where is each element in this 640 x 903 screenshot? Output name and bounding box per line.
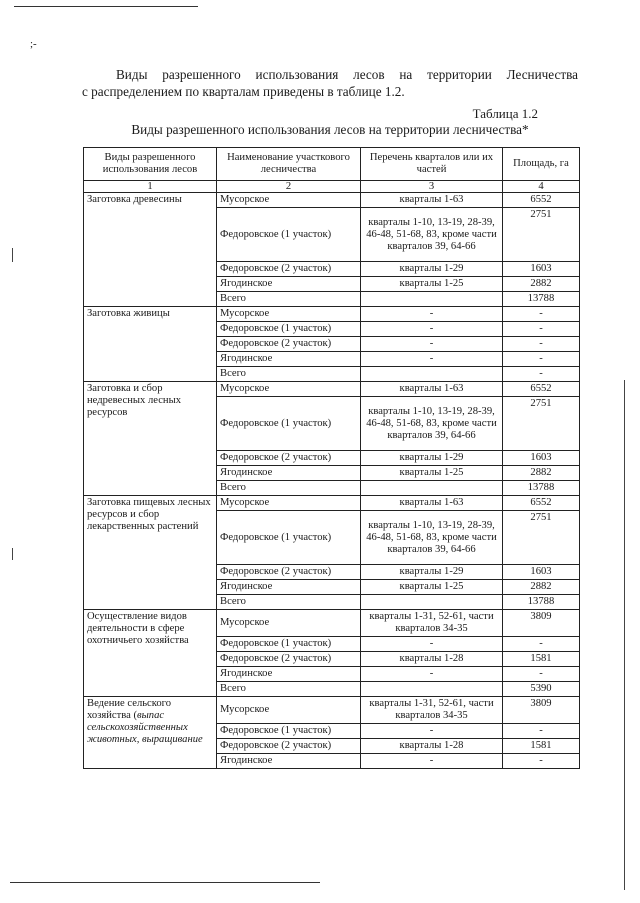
forestry-name-cell: Мусорское <box>217 496 361 511</box>
forestry-name-cell: Ягодинское <box>217 352 361 367</box>
area-cell: 1603 <box>503 565 580 580</box>
quarters-cell <box>361 595 503 610</box>
forestry-name-cell: Ягодинское <box>217 466 361 481</box>
area-cell: - <box>503 754 580 769</box>
header-index-2: 2 <box>217 181 361 193</box>
use-type-cell <box>84 382 217 496</box>
table-row <box>84 496 580 511</box>
area-cell: - <box>503 724 580 739</box>
area-cell: - <box>503 307 580 322</box>
forestry-name-cell: Мусорское <box>217 382 361 397</box>
use-type-cell <box>84 496 217 610</box>
quarters-cell: кварталы 1-28 <box>361 739 503 754</box>
area-cell: 2751 <box>503 397 580 451</box>
area-cell: 2882 <box>503 580 580 595</box>
top-scan-edge <box>14 6 198 7</box>
header-index-3: 3 <box>361 181 503 193</box>
quarters-cell: - <box>361 307 503 322</box>
quarters-cell <box>361 481 503 496</box>
forestry-name-cell: Федоровское (1 участок) <box>217 511 361 565</box>
quarters-cell: кварталы 1-25 <box>361 580 503 595</box>
quarters-cell: кварталы 1-10, 13-19, 28-39, 46-48, 51-68, 83, кроме части кварталов 39, 64-66 <box>361 511 503 565</box>
forestry-name-cell: Федоровское (2 участок) <box>217 565 361 580</box>
forestry-name-cell: Мусорское <box>217 193 361 208</box>
use-type-label: Заготовка пищевых лесных ресурсов и сбор лекарственных растений <box>87 497 211 532</box>
quarters-cell: кварталы 1-31, 52-61, части кварталов 34-35 <box>361 697 503 724</box>
intro-paragraph <box>82 66 578 100</box>
forestry-name-cell: Всего <box>217 292 361 307</box>
quarters-cell: - <box>361 352 503 367</box>
forestry-name-cell: Федоровское (2 участок) <box>217 262 361 277</box>
forestry-name-cell: Ягодинское <box>217 277 361 292</box>
header-quarters: Перечень кварталов или их частей <box>361 148 503 181</box>
table-row <box>84 193 580 208</box>
left-scan-mark-2 <box>12 548 13 560</box>
quarters-cell: кварталы 1-25 <box>361 466 503 481</box>
area-cell: 1603 <box>503 451 580 466</box>
quarters-cell: кварталы 1-29 <box>361 451 503 466</box>
quarters-cell: - <box>361 637 503 652</box>
forestry-name-cell: Федоровское (1 участок) <box>217 724 361 739</box>
forestry-name-cell: Мусорское <box>217 610 361 637</box>
quarters-cell: - <box>361 754 503 769</box>
quarters-cell: кварталы 1-10, 13-19, 28-39, 46-48, 51-68, 83, кроме части кварталов 39, 64-66 <box>361 397 503 451</box>
forestry-name-cell: Всего <box>217 595 361 610</box>
use-type-label: Ведение сельского хозяйства ( <box>87 698 172 721</box>
area-cell: 6552 <box>503 496 580 511</box>
forestry-name-cell: Федоровское (1 участок) <box>217 208 361 262</box>
forestry-name-cell: Федоровское (2 участок) <box>217 739 361 754</box>
area-cell: 2751 <box>503 208 580 262</box>
area-cell: 1603 <box>503 262 580 277</box>
forestry-name-cell: Мусорское <box>217 697 361 724</box>
quarters-cell: кварталы 1-63 <box>361 496 503 511</box>
quarters-cell: - <box>361 667 503 682</box>
area-cell: - <box>503 637 580 652</box>
use-type-cell <box>84 610 217 697</box>
table-title: Виды разрешенного использования лесов на территории лесничества* <box>131 122 529 137</box>
quarters-cell: кварталы 1-29 <box>361 565 503 580</box>
table-index-row <box>84 181 580 193</box>
table-number: Таблица 1.2 <box>472 106 538 121</box>
area-cell: - <box>503 322 580 337</box>
area-cell: 1581 <box>503 652 580 667</box>
right-scan-edge <box>624 380 625 890</box>
intro-line-1: Виды разрешенного использования лесов на территории Лесничества <box>116 67 578 82</box>
quarters-cell: кварталы 1-63 <box>361 382 503 397</box>
use-type-label: Заготовка живицы <box>87 308 170 319</box>
area-cell: 2882 <box>503 277 580 292</box>
table-row <box>84 307 580 322</box>
forestry-name-cell: Федоровское (1 участок) <box>217 397 361 451</box>
quarters-cell: - <box>361 337 503 352</box>
left-scan-mark-1 <box>12 248 13 262</box>
margin-mark: ;- <box>30 38 37 50</box>
quarters-cell <box>361 682 503 697</box>
forestry-name-cell: Мусорское <box>217 307 361 322</box>
forestry-name-cell: Федоровское (1 участок) <box>217 637 361 652</box>
forest-use-table <box>83 147 580 769</box>
use-type-cell <box>84 697 217 769</box>
forestry-name-cell: Ягодинское <box>217 754 361 769</box>
intro-line-2: с распределением по кварталам приведены в таблице 1.2. <box>82 84 405 99</box>
forestry-name-cell: Федоровское (2 участок) <box>217 652 361 667</box>
forestry-name-cell: Ягодинское <box>217 667 361 682</box>
forestry-name-cell: Всего <box>217 367 361 382</box>
forestry-name-cell: Федоровское (2 участок) <box>217 337 361 352</box>
area-cell: 3809 <box>503 697 580 724</box>
use-type-cell <box>84 307 217 382</box>
area-cell: - <box>503 337 580 352</box>
area-cell: 5390 <box>503 682 580 697</box>
area-cell: 2882 <box>503 466 580 481</box>
quarters-cell <box>361 367 503 382</box>
forestry-name-cell: Ягодинское <box>217 580 361 595</box>
forestry-name-cell: Федоровское (1 участок) <box>217 322 361 337</box>
area-cell: - <box>503 367 580 382</box>
use-type-label-italic: выпас сельскохозяйственных животных, выращивание <box>87 710 203 745</box>
quarters-cell: кварталы 1-31, 52-61, части кварталов 34-35 <box>361 610 503 637</box>
quarters-cell: кварталы 1-25 <box>361 277 503 292</box>
area-cell: 13788 <box>503 292 580 307</box>
area-cell: - <box>503 667 580 682</box>
header-use-type: Виды разрешенного использования лесов <box>84 148 217 181</box>
area-cell: 3809 <box>503 610 580 637</box>
table-row <box>84 697 580 724</box>
header-area: Площадь, га <box>503 148 580 181</box>
area-cell: 2751 <box>503 511 580 565</box>
quarters-cell: кварталы 1-10, 13-19, 28-39, 46-48, 51-68, 83, кроме части кварталов 39, 64-66 <box>361 208 503 262</box>
quarters-cell: - <box>361 322 503 337</box>
area-cell: 13788 <box>503 481 580 496</box>
bottom-scan-edge <box>10 882 320 883</box>
table-row <box>84 382 580 397</box>
header-index-4: 4 <box>503 181 580 193</box>
use-type-label: Заготовка и сбор недревесных лесных ресурсов <box>87 383 181 418</box>
use-type-label: Осуществление видов деятельности в сфере охотничьего хозяйства <box>87 611 189 646</box>
area-cell: 6552 <box>503 193 580 208</box>
area-cell: 1581 <box>503 739 580 754</box>
header-index-1: 1 <box>84 181 217 193</box>
area-cell: - <box>503 352 580 367</box>
quarters-cell: - <box>361 724 503 739</box>
use-type-label: Заготовка древесины <box>87 194 182 205</box>
header-forestry: Наименование участкового лесничества <box>217 148 361 181</box>
quarters-cell <box>361 292 503 307</box>
table-body <box>84 193 580 769</box>
quarters-cell: кварталы 1-29 <box>361 262 503 277</box>
table-row <box>84 610 580 637</box>
forestry-name-cell: Всего <box>217 682 361 697</box>
area-cell: 13788 <box>503 595 580 610</box>
table-header-row <box>84 148 580 181</box>
forestry-name-cell: Всего <box>217 481 361 496</box>
quarters-cell: кварталы 1-63 <box>361 193 503 208</box>
quarters-cell: кварталы 1-28 <box>361 652 503 667</box>
area-cell: 6552 <box>503 382 580 397</box>
use-type-cell <box>84 193 217 307</box>
forestry-name-cell: Федоровское (2 участок) <box>217 451 361 466</box>
